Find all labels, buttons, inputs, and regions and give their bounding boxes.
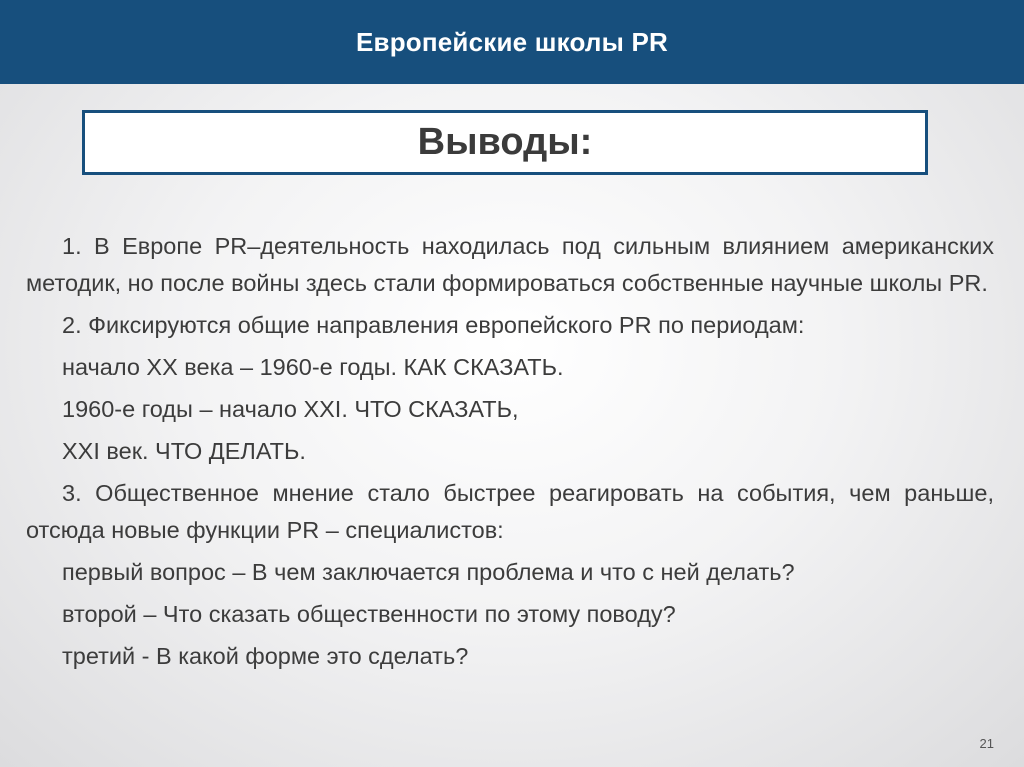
conclusions-heading: Выводы: — [417, 121, 593, 163]
period-line-1: начало XX века – 1960-е годы. КАК СКАЗАТЬ. — [62, 354, 564, 380]
content-body — [26, 228, 994, 680]
conclusions-box — [82, 110, 928, 175]
slide-number: 21 — [979, 736, 994, 751]
period-line-2: 1960-е годы – начало XXI. ЧТО СКАЗАТЬ, — [62, 396, 519, 422]
question-line-2: второй – Что сказать общественности по этому поводу? — [62, 601, 676, 627]
paragraph-3: 3. Общественное мнение стало быстрее реагировать на события, чем раньше, отсюда новые функции PR – специалистов: — [26, 480, 994, 543]
question-line-1: первый вопрос – В чем заключается проблема и что с ней делать? — [62, 559, 795, 585]
paragraph-1: 1. В Европе PR–деятельность находилась под сильным влиянием американских методик, но после войны здесь стали формироваться собственные научные школы PR. — [26, 233, 994, 296]
question-line-3: третий - В какой форме это сделать? — [62, 643, 469, 669]
header-bar — [0, 0, 1024, 84]
paragraph-2: 2. Фиксируются общие направления европейского PR по периодам: — [62, 312, 805, 338]
period-line-3: XXI век. ЧТО ДЕЛАТЬ. — [62, 438, 306, 464]
slide-title: Европейские школы PR — [355, 26, 668, 57]
